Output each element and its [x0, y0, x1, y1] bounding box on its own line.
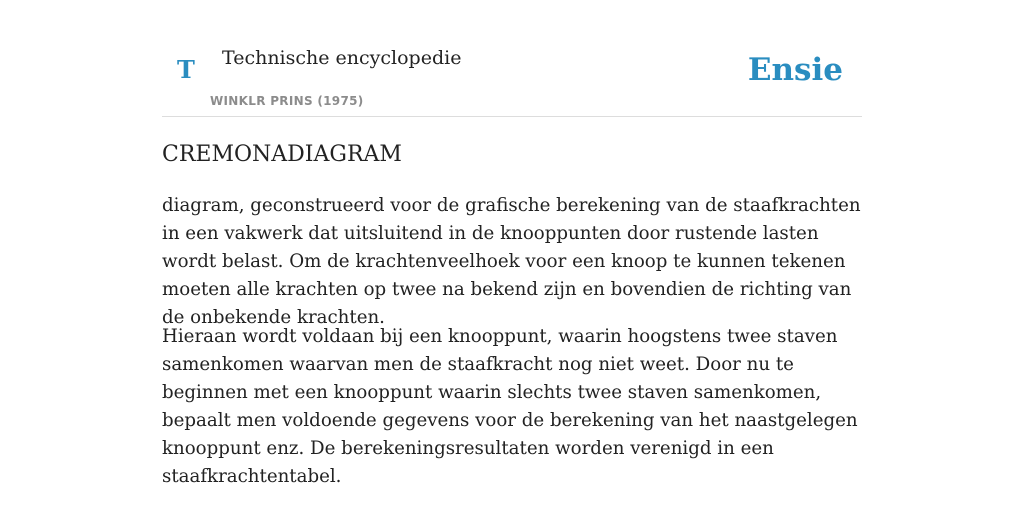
- source-book-edition: WINKLR PRINS (1975): [210, 94, 364, 108]
- entry-paragraph: diagram, geconstrueerd voor de grafische berekening van de staafkrachten in een vakwerk dat uitsluitend in de knooppunten door rustende lasten wordt belast. Om de krachtenveelhoek voor een knoop te kunnen tekenen moeten alle krachten op twee na bekend zijn en bovendien de richting van de onbekende krachten.: [162, 195, 861, 328]
- source-header: [162, 0, 862, 117]
- source-logo-icon[interactable]: T: [177, 55, 195, 84]
- article-page: [162, 0, 862, 512]
- ensie-logo[interactable]: Ensie: [747, 52, 843, 88]
- source-book-title[interactable]: Technische encyclopedie: [222, 47, 462, 69]
- entry-paragraph: Hieraan wordt voldaan bij een knooppunt, waarin hoogstens twee staven samenkomen waarvan men de staafkracht nog niet weet. Door nu te beginnen met een knooppunt waarin slechts twee staven samenkomen, bepaalt men voldoende gegevens voor de berekening van het naastgelegen knooppunt enz. De berekeningsresultaten worden verenigd in een staafkrachtentabel.: [162, 326, 858, 487]
- entry-title: CREMONADIAGRAM: [162, 142, 402, 167]
